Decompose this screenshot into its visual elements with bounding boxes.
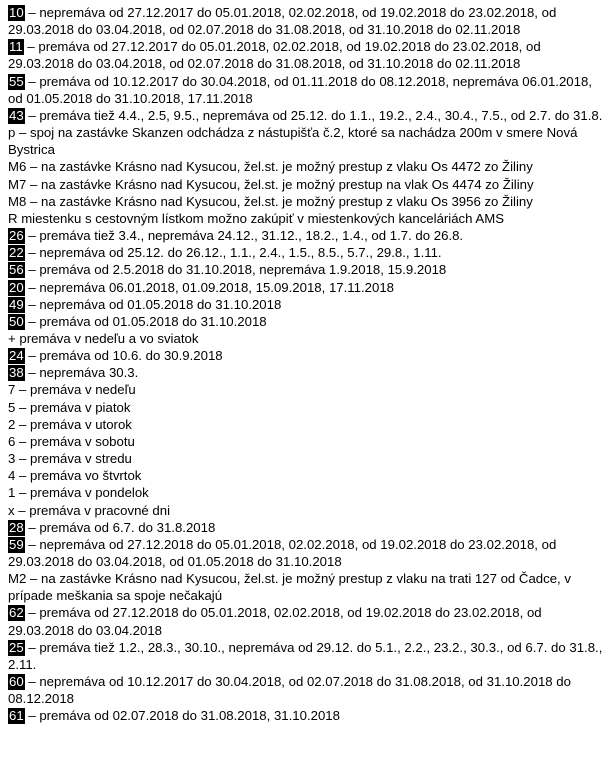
note-row bbox=[8, 193, 610, 210]
note-text: 5 – premáva v piatok bbox=[8, 399, 131, 415]
note-row bbox=[8, 347, 610, 364]
note-text: – nepremáva od 10.12.2017 do 30.04.2018, od 02.07.2018 do 31.08.2018, od 31.10.2018 do 08.12.2018 bbox=[8, 674, 571, 707]
note-code-badge: 50 bbox=[9, 313, 24, 329]
note-text: – premáva od 6.7. do 31.8.2018 bbox=[24, 519, 216, 535]
note-code-badge: 25 bbox=[9, 639, 24, 655]
note-text: – premáva tiež 1.2., 28.3., 30.10., nepremáva od 29.12. do 5.1., 2.2., 23.2., 30.3., od 6.7. do 31.8., 2.11. bbox=[8, 639, 603, 672]
note-row bbox=[8, 604, 610, 638]
note-text: M6 – na zastávke Krásno nad Kysucou, žel.st. je možný prestup z vlaku Os 4472 zo Žiliny bbox=[8, 159, 533, 175]
note-row bbox=[8, 261, 610, 278]
note-row bbox=[8, 107, 610, 124]
note-text: M2 – na zastávke Krásno nad Kysucou, žel.st. je možný prestup z vlaku na trati 127 od Čadce, v prípade meškania sa spoje nečakajú bbox=[8, 571, 571, 604]
note-row bbox=[8, 158, 610, 175]
note-code-badge: 22 bbox=[9, 245, 24, 261]
note-code-badge: 28 bbox=[9, 519, 24, 535]
note-row bbox=[8, 399, 610, 416]
note-row bbox=[8, 73, 610, 107]
note-text: – premáva od 02.07.2018 do 31.08.2018, 31.10.2018 bbox=[24, 708, 340, 724]
note-row bbox=[8, 416, 610, 433]
note-text: – premáva od 27.12.2017 do 05.01.2018, 02.02.2018, od 19.02.2018 do 23.02.2018, od 29.03.2018 do 03.04.2018, od 02.07.2018 do 31.08.2018, od 31.10.2018 do 02.11.2018 bbox=[8, 39, 541, 72]
note-text: 2 – premáva v utorok bbox=[8, 416, 132, 432]
note-row bbox=[8, 38, 610, 72]
note-code-badge: 59 bbox=[9, 536, 24, 552]
note-code-badge: 20 bbox=[9, 279, 24, 295]
note-row bbox=[8, 639, 610, 673]
note-text: – premáva tiež 3.4., nepremáva 24.12., 31.12., 18.2., 1.4., od 1.7. do 26.8. bbox=[24, 228, 464, 244]
note-text: M8 – na zastávke Krásno nad Kysucou, žel.st. je možný prestup z vlaku Os 3956 zo Žiliny bbox=[8, 193, 533, 209]
note-row bbox=[8, 433, 610, 450]
note-row bbox=[8, 176, 610, 193]
note-text: – nepremáva 30.3. bbox=[24, 365, 139, 381]
note-row bbox=[8, 467, 610, 484]
note-text: R miestenku s cestovným lístkom možno zakúpiť v miestenkových kanceláriách AMS bbox=[8, 210, 504, 226]
note-code-badge: 10 bbox=[9, 5, 24, 20]
note-text: – premáva tiež 4.4., 2.5, 9.5., nepremáva od 25.12. do 1.1., 19.2., 2.4., 30.4., 7.5., od 2.7. do 31.8. bbox=[24, 107, 603, 123]
note-code-badge: 26 bbox=[9, 228, 24, 244]
note-code-badge: 24 bbox=[9, 348, 24, 364]
note-row bbox=[8, 450, 610, 467]
note-row bbox=[8, 502, 610, 519]
note-code-badge: 43 bbox=[9, 107, 24, 123]
note-text: – premáva od 10.6. do 30.9.2018 bbox=[24, 348, 223, 364]
note-text: M7 – na zastávke Krásno nad Kysucou, žel.st. je možný prestup na vlak Os 4474 zo Žiliny bbox=[8, 176, 534, 192]
note-row bbox=[8, 484, 610, 501]
note-row bbox=[8, 279, 610, 296]
note-row bbox=[8, 244, 610, 261]
note-row bbox=[8, 210, 610, 227]
note-row bbox=[8, 570, 610, 604]
note-code-badge: 60 bbox=[9, 674, 24, 690]
note-text: 3 – premáva v stredu bbox=[8, 451, 132, 467]
timetable-notes bbox=[8, 4, 610, 725]
note-row bbox=[8, 296, 610, 313]
note-text: 7 – premáva v nedeľu bbox=[8, 382, 136, 398]
note-text: – nepremáva od 01.05.2018 do 31.10.2018 bbox=[24, 296, 282, 312]
note-code-badge: 55 bbox=[9, 73, 24, 89]
note-row bbox=[8, 536, 610, 570]
note-text: – nepremáva 06.01.2018, 01.09.2018, 15.09.2018, 17.11.2018 bbox=[24, 279, 394, 295]
note-text: 4 – premáva vo štvrtok bbox=[8, 468, 142, 484]
note-text: 1 – premáva v pondelok bbox=[8, 485, 149, 501]
note-text: – premáva od 2.5.2018 do 31.10.2018, nepremáva 1.9.2018, 15.9.2018 bbox=[24, 262, 447, 278]
note-code-badge: 62 bbox=[9, 605, 24, 621]
note-row bbox=[8, 124, 610, 158]
note-row bbox=[8, 313, 610, 330]
note-row bbox=[8, 673, 610, 707]
note-text: – nepremáva od 25.12. do 26.12., 1.1., 2.4., 1.5., 8.5., 5.7., 29.8., 1.11. bbox=[24, 245, 442, 261]
note-code-badge: 38 bbox=[9, 365, 24, 381]
note-text: – nepremáva od 27.12.2018 do 05.01.2018, 02.02.2018, od 19.02.2018 do 23.02.2018, od 29.03.2018 do 03.04.2018, od 01.05.2018 do 31.10.2018 bbox=[8, 536, 557, 569]
note-row bbox=[8, 364, 610, 381]
note-row bbox=[8, 330, 610, 347]
note-row bbox=[8, 707, 610, 724]
note-text: – premáva od 27.12.2018 do 05.01.2018, 02.02.2018, od 19.02.2018 do 23.02.2018, od 29.03.2018 do 03.04.2018 bbox=[8, 605, 542, 638]
note-text: – premáva od 01.05.2018 do 31.10.2018 bbox=[24, 313, 267, 329]
note-text: – premáva od 10.12.2017 do 30.04.2018, od 01.11.2018 do 08.12.2018, nepremáva 06.01.2018, od 01.05.2018 do 31.10.2018, 17.11.2018 bbox=[8, 73, 592, 106]
note-code-badge: 11 bbox=[9, 39, 23, 55]
note-row bbox=[8, 227, 610, 244]
note-text: 6 – premáva v sobotu bbox=[8, 433, 135, 449]
note-row bbox=[8, 381, 610, 398]
note-row bbox=[8, 4, 610, 38]
note-text: x – premáva v pracovné dni bbox=[8, 502, 170, 518]
note-code-badge: 61 bbox=[9, 708, 24, 724]
note-code-badge: 56 bbox=[9, 262, 24, 278]
note-row bbox=[8, 519, 610, 536]
note-text: – nepremáva od 27.12.2017 do 05.01.2018, 02.02.2018, od 19.02.2018 do 23.02.2018, od 29.03.2018 do 03.04.2018, od 02.07.2018 do 31.08.2018, od 31.10.2018 do 02.11.2018 bbox=[8, 5, 557, 38]
note-text: + premáva v nedeľu a vo sviatok bbox=[8, 330, 199, 346]
note-code-badge: 49 bbox=[9, 296, 24, 312]
note-text: p – spoj na zastávke Skanzen odchádza z nástupišťa č.2, ktoré sa nachádza 200m v smere Nová Bystrica bbox=[8, 125, 578, 158]
